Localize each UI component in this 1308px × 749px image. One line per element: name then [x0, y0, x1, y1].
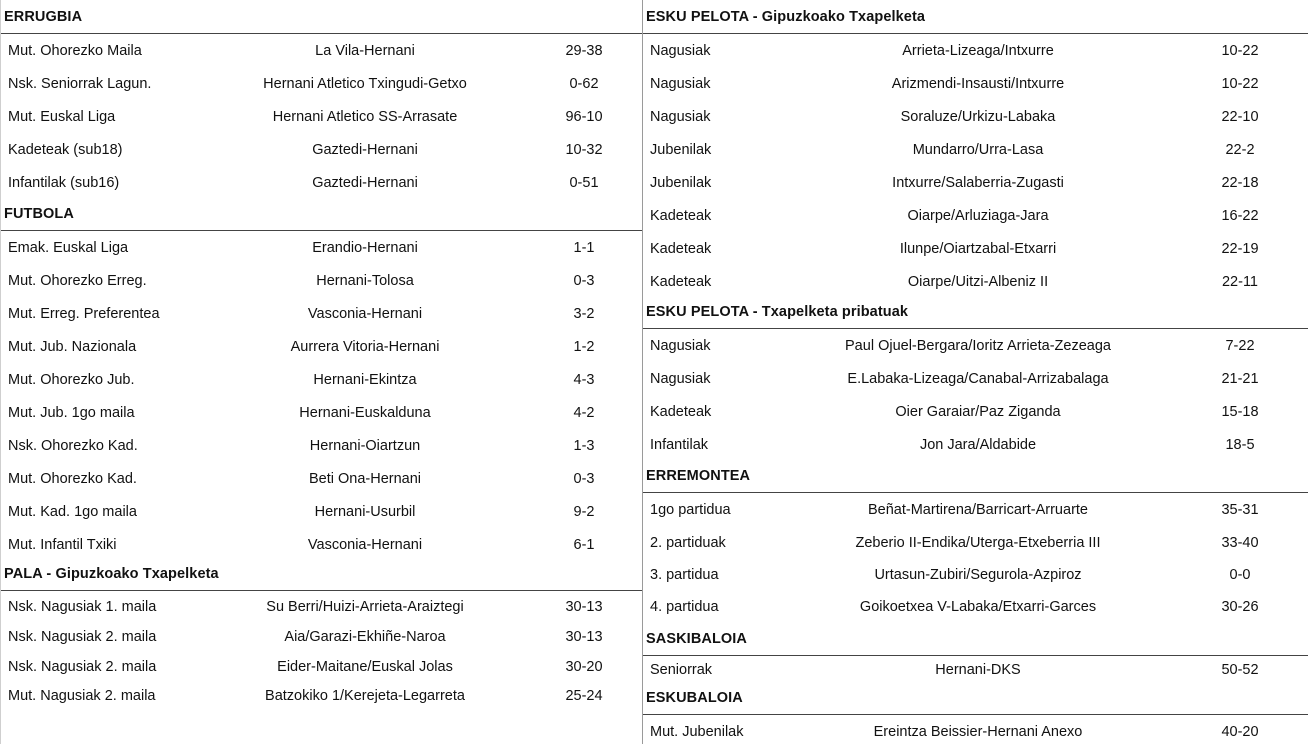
result-category: 4. partidua	[650, 599, 719, 615]
result-row	[1, 231, 642, 264]
result-score: 0-0	[1229, 567, 1251, 583]
result-match: Intxurre/Salaberria-Zugasti	[892, 174, 1064, 191]
result-match: Hernani Atletico SS-Arrasate	[272, 108, 458, 125]
result-score: 7-22	[1225, 337, 1255, 354]
result-match: La Vila-Hernani	[315, 42, 415, 59]
result-category: 3. partidua	[650, 567, 719, 583]
result-score: 30-26	[1221, 599, 1259, 615]
result-score: 6-1	[573, 536, 595, 553]
result-match: Beti Ona-Hernani	[308, 470, 422, 487]
result-score: 0-3	[573, 470, 595, 487]
result-score: 0-3	[573, 272, 595, 289]
result-match: Goikoetxea V-Labaka/Etxarri-Garces	[859, 599, 1097, 615]
result-row	[643, 100, 1308, 133]
result-row	[1, 133, 642, 166]
result-category: Mut. Jub. Nazionala	[8, 338, 137, 355]
result-match: Mundarro/Urra-Lasa	[912, 141, 1044, 158]
result-score: 15-18	[1221, 403, 1259, 420]
result-match: Gaztedi-Hernani	[312, 174, 418, 191]
result-match: Hernani-Usurbil	[314, 503, 416, 520]
result-score: 21-21	[1221, 370, 1259, 387]
result-category: Mut. Kad. 1go maila	[8, 503, 137, 520]
result-match: Gaztedi-Hernani	[312, 141, 418, 158]
result-match: Hernani-DKS	[935, 662, 1021, 678]
result-match: Aia/Garazi-Ekhiñe-Naroa	[284, 629, 446, 645]
result-row	[1, 429, 642, 462]
result-score: 40-20	[1221, 724, 1259, 740]
result-score: 3-2	[573, 305, 595, 322]
result-category: Nagusiak	[650, 108, 711, 125]
result-category: Mut. Ohorezko Maila	[8, 42, 142, 59]
result-match: Soraluze/Urkizu-Labaka	[900, 108, 1056, 125]
result-category: Mut. Jubenilak	[650, 724, 744, 740]
result-category: Mut. Euskal Liga	[8, 108, 116, 125]
result-row	[1, 681, 642, 710]
result-row	[643, 656, 1308, 684]
result-row	[1, 297, 642, 330]
result-match: Hernani-Tolosa	[316, 272, 414, 289]
result-row	[643, 67, 1308, 100]
result-category: Jubenilak	[650, 141, 712, 158]
result-row	[643, 559, 1308, 591]
result-match: Jon Jara/Aldabide	[919, 436, 1037, 453]
result-match: Ilunpe/Oiartzabal-Etxarri	[899, 240, 1057, 257]
result-category: Mut. Nagusiak 2. maila	[8, 687, 156, 704]
section-title-esku-pelota-gipuzkoako-txapelketa: ESKU PELOTA - Gipuzkoako Txapelketa	[643, 0, 1308, 34]
result-match: Hernani-Oiartzun	[309, 437, 421, 454]
result-category: Mut. Ohorezko Jub.	[8, 371, 135, 388]
result-category: Kadeteak (sub18)	[8, 141, 123, 158]
result-category: Nagusiak	[650, 42, 711, 59]
result-score: 50-52	[1221, 662, 1259, 678]
result-row	[643, 329, 1308, 362]
result-row	[643, 362, 1308, 395]
result-category: Nsk. Nagusiak 2. maila	[8, 629, 157, 645]
result-row	[643, 34, 1308, 67]
result-score: 0-62	[569, 75, 599, 92]
section-title-pala-gipuzkoako-txapelketa: PALA - Gipuzkoako Txapelketa	[1, 557, 642, 591]
result-score: 0-51	[569, 174, 599, 191]
result-score: 22-18	[1221, 174, 1259, 191]
result-row	[1, 591, 642, 622]
result-match: Eider-Maitane/Euskal Jolas	[277, 658, 453, 675]
left-results-column	[0, 0, 642, 744]
result-row	[1, 67, 642, 100]
result-score: 96-10	[565, 108, 603, 125]
result-match: Beñat-Martirena/Barricart-Arruarte	[868, 501, 1088, 518]
result-row	[643, 232, 1308, 265]
section-title-errugbia: ERRUGBIA	[1, 0, 642, 34]
result-category: Nagusiak	[650, 337, 711, 354]
result-match: Ereintza Beissier-Hernani Anexo	[873, 724, 1083, 740]
result-score: 1-3	[573, 437, 595, 454]
result-score: 18-5	[1225, 436, 1255, 453]
result-match: Zeberio II-Endika/Uterga-Etxeberria III	[855, 534, 1101, 551]
result-row	[643, 493, 1308, 526]
result-score: 22-10	[1221, 108, 1259, 125]
section-title-saskibaloia: SASKIBALOIA	[643, 622, 1308, 656]
result-row	[1, 100, 642, 133]
result-category: Kadeteak	[650, 273, 712, 290]
result-category: Mut. Infantil Txiki	[8, 536, 117, 553]
result-match: Vasconia-Hernani	[307, 305, 423, 322]
result-category: Mut. Erreg. Preferentea	[8, 305, 160, 322]
result-score: 4-3	[573, 371, 595, 388]
section-title-eskubaloia: ESKUBALOIA	[643, 681, 1308, 715]
result-category: Kadeteak	[650, 403, 712, 420]
result-score: 22-2	[1225, 141, 1255, 158]
result-score: 1-2	[573, 338, 595, 355]
result-row	[1, 462, 642, 495]
result-row	[643, 133, 1308, 166]
result-category: Nsk. Ohorezko Kad.	[8, 437, 138, 454]
result-match: Arizmendi-Insausti/Intxurre	[891, 75, 1065, 92]
result-match: Urtasun-Zubiri/Segurola-Azpiroz	[874, 567, 1082, 583]
result-score: 30-13	[565, 598, 603, 615]
result-row	[1, 652, 642, 681]
result-category: 1go partidua	[650, 501, 731, 518]
result-score: 16-22	[1221, 207, 1259, 224]
result-match: Erandio-Hernani	[312, 239, 418, 256]
result-match: Oiarpe/Uitzi-Albeniz II	[907, 273, 1049, 290]
result-category: Nagusiak	[650, 75, 711, 92]
result-row	[1, 330, 642, 363]
result-row	[1, 264, 642, 297]
result-row	[1, 396, 642, 429]
result-score: 29-38	[565, 42, 603, 59]
result-category: Emak. Euskal Liga	[8, 239, 129, 256]
result-category: Seniorrak	[650, 662, 713, 678]
result-category: Nsk. Seniorrak Lagun.	[8, 75, 152, 92]
result-match: Oier Garaiar/Paz Ziganda	[895, 403, 1061, 420]
result-match: Hernani-Ekintza	[313, 371, 417, 388]
result-score: 30-13	[565, 629, 603, 645]
result-match: Vasconia-Hernani	[307, 536, 423, 553]
result-score: 30-20	[565, 658, 603, 675]
result-match: Batzokiko 1/Kerejeta-Legarreta	[265, 687, 465, 704]
section-title-esku-pelota-txapelketa-pribatuak: ESKU PELOTA - Txapelketa pribatuak	[643, 295, 1308, 329]
result-score: 9-2	[573, 503, 595, 520]
result-category: 2. partiduak	[650, 534, 726, 551]
result-match: Paul Ojuel-Bergara/Ioritz Arrieta-Zezeaga	[845, 337, 1111, 354]
result-score: 10-22	[1221, 75, 1259, 92]
result-score: 35-31	[1221, 501, 1259, 518]
result-category: Jubenilak	[650, 174, 712, 191]
result-match: Aurrera Vitoria-Hernani	[290, 338, 440, 355]
result-row	[1, 166, 642, 199]
result-row	[643, 428, 1308, 461]
result-match: Su Berri/Huizi-Arrieta-Araiztegi	[266, 598, 464, 615]
result-score: 22-11	[1221, 273, 1259, 290]
result-row	[643, 199, 1308, 232]
result-row	[643, 265, 1308, 298]
section-title-erremontea: ERREMONTEA	[643, 459, 1308, 493]
result-category: Mut. Ohorezko Erreg.	[8, 272, 147, 289]
result-category: Nsk. Nagusiak 1. maila	[8, 598, 157, 615]
result-row	[643, 395, 1308, 428]
result-score: 22-19	[1221, 240, 1259, 257]
result-category: Nsk. Nagusiak 2. maila	[8, 658, 157, 675]
result-row	[1, 363, 642, 396]
result-category: Kadeteak	[650, 240, 712, 257]
result-category: Infantilak (sub16)	[8, 174, 120, 191]
result-row	[1, 34, 642, 67]
result-row	[643, 166, 1308, 199]
right-results-column	[642, 0, 1308, 744]
result-category: Mut. Ohorezko Kad.	[8, 470, 137, 487]
result-score: 33-40	[1221, 534, 1259, 551]
result-category: Kadeteak	[650, 207, 712, 224]
result-score: 10-22	[1221, 42, 1259, 59]
result-match: Hernani-Euskalduna	[299, 404, 431, 421]
result-score: 25-24	[565, 687, 603, 704]
result-match: Oiarpe/Arluziaga-Jara	[907, 207, 1049, 224]
result-row	[643, 526, 1308, 559]
result-category: Nagusiak	[650, 370, 711, 387]
result-category: Mut. Jub. 1go maila	[8, 404, 135, 421]
result-score: 1-1	[573, 239, 595, 256]
result-match: Hernani Atletico Txingudi-Getxo	[263, 75, 467, 92]
result-match: Arrieta-Lizeaga/Intxurre	[902, 42, 1054, 59]
result-score: 10-32	[565, 141, 603, 158]
result-score: 4-2	[573, 404, 595, 421]
result-row	[1, 495, 642, 528]
result-row	[643, 591, 1308, 623]
result-category: Infantilak	[650, 436, 709, 453]
section-title-futbola: FUTBOLA	[1, 197, 642, 231]
result-row	[1, 622, 642, 652]
result-match: E.Labaka-Lizeaga/Canabal-Arrizabalaga	[847, 370, 1109, 387]
